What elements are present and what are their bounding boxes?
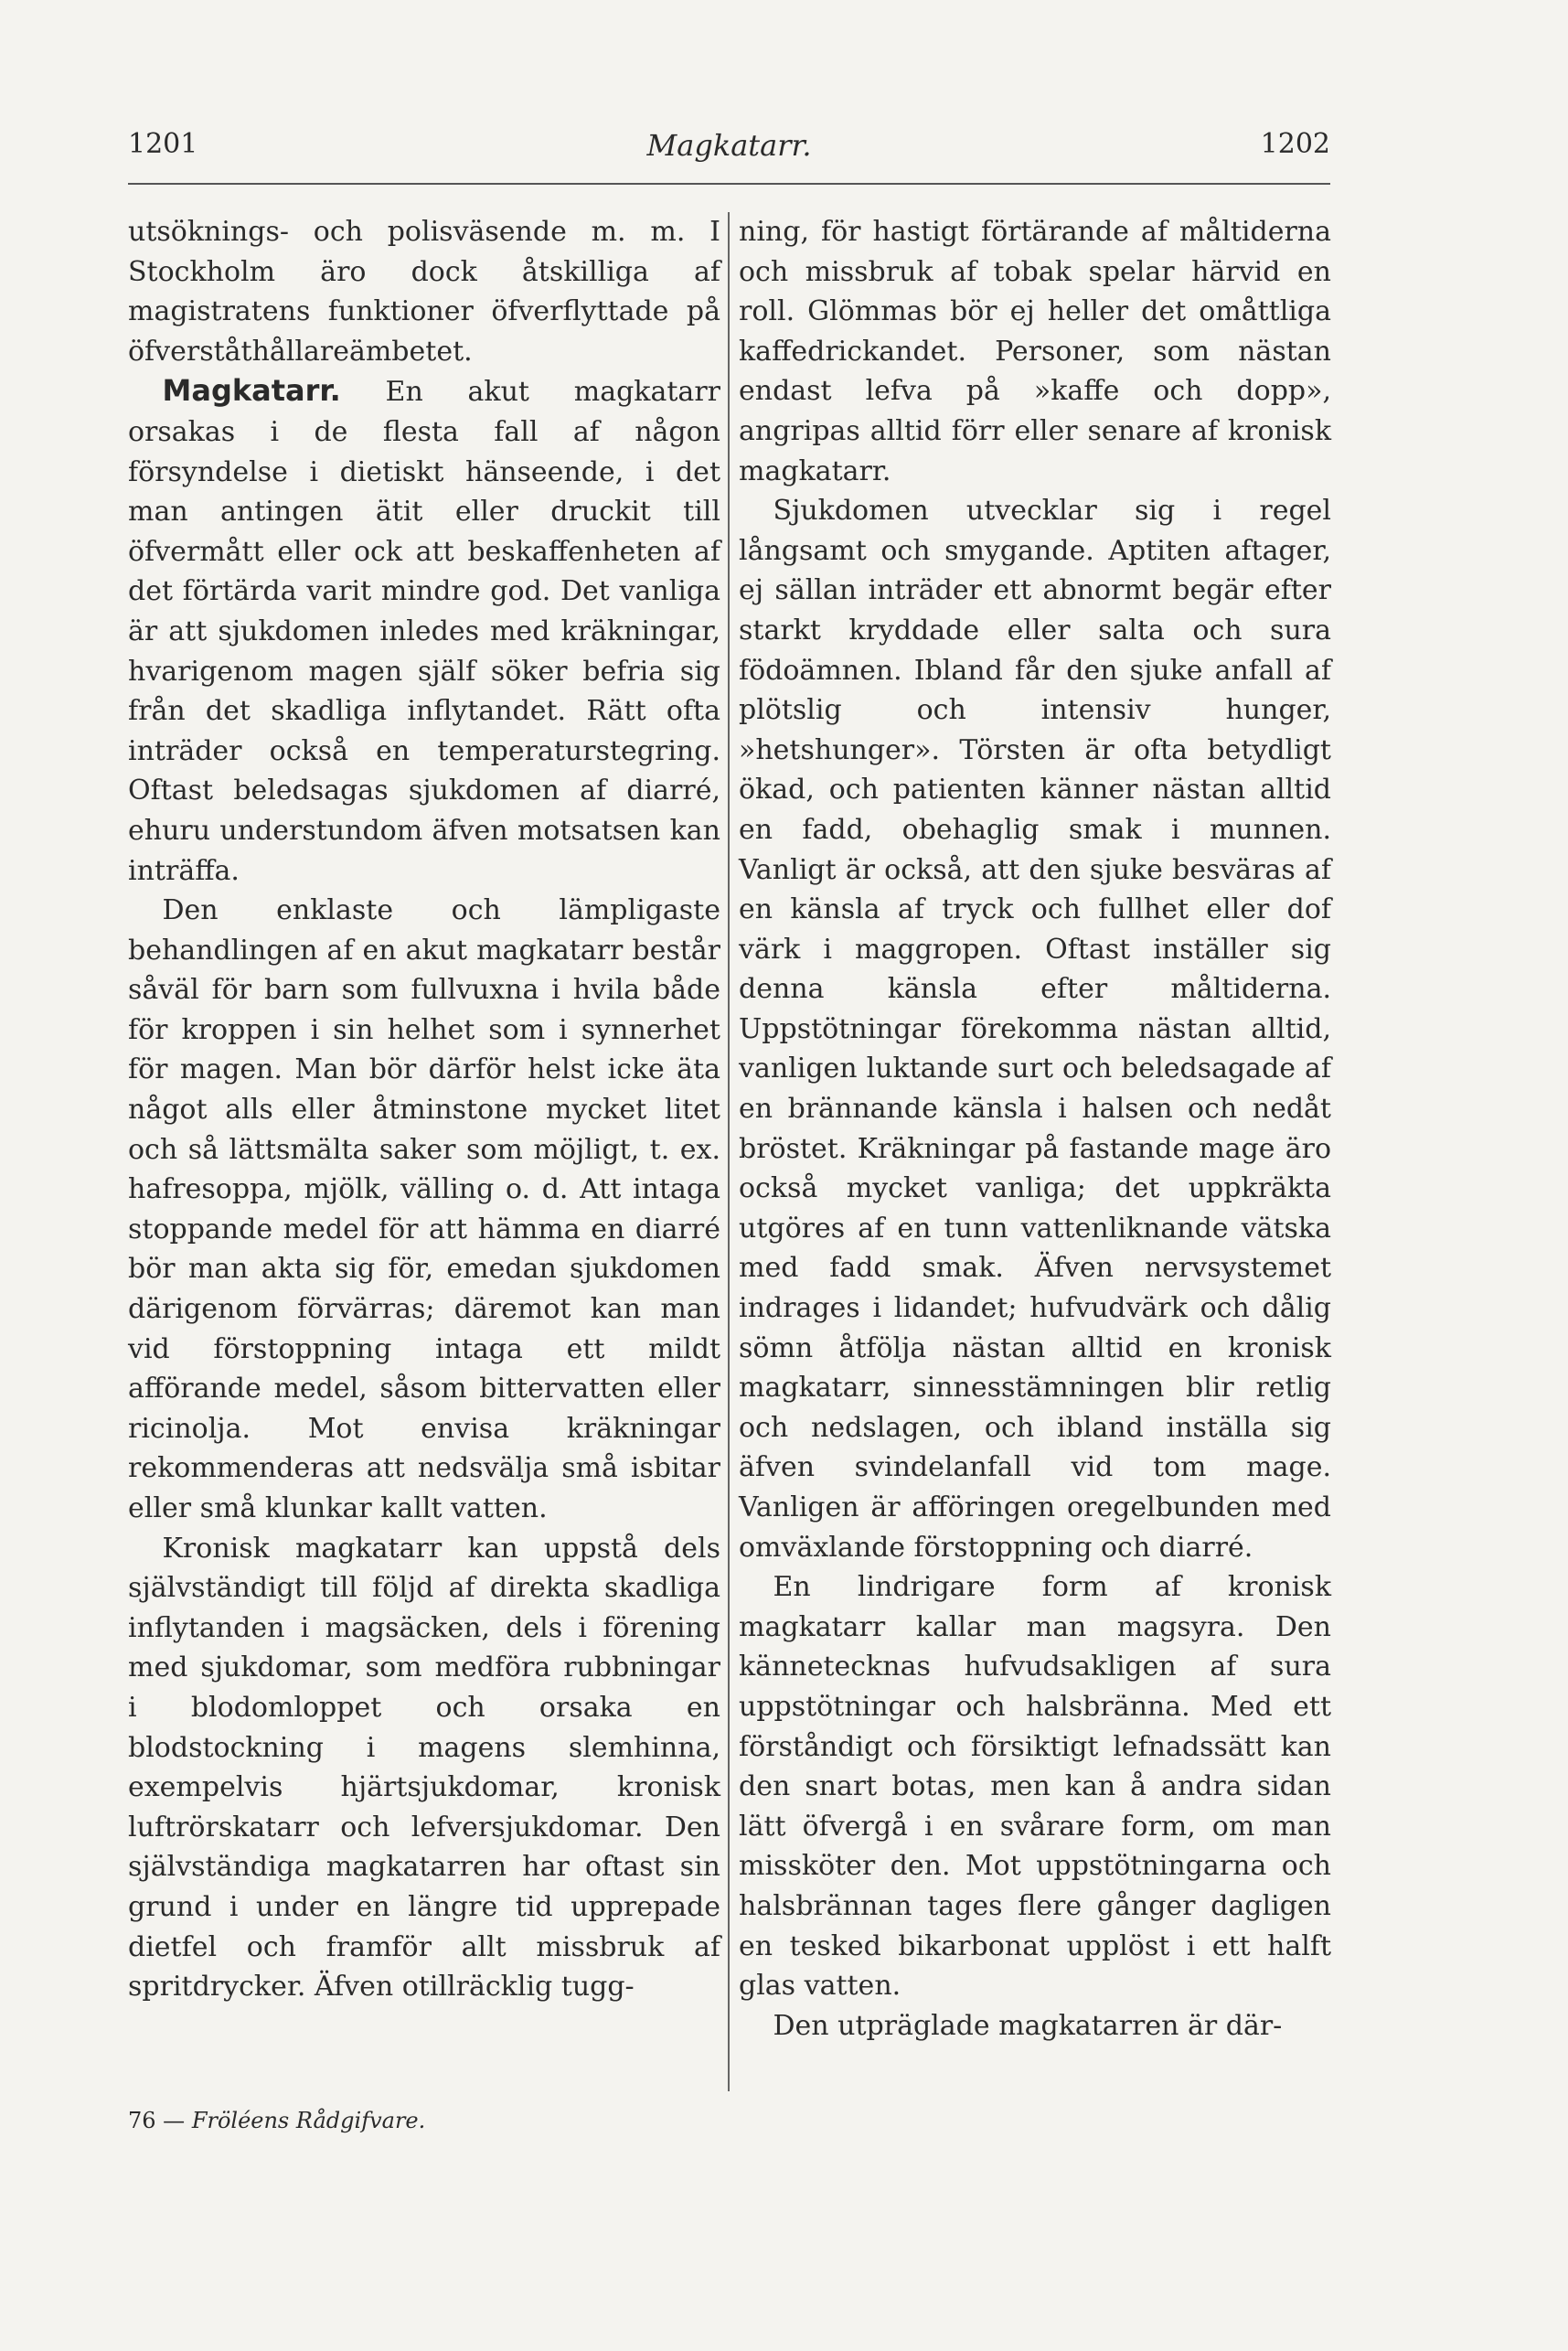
paragraph: Den utpräglade magkatarren är där- [773,2009,1283,2042]
paragraph: Sjukdomen utvecklar sig i regel långsamt och smygande. Aptiten aftager, ej sällan inträder ett abnormt begär efter starkt kryddade eller salta och sura födoämnen. Ibland får den sjuke anfall af plötslig och intensiv hunger, »hetshunger». Törsten är ofta betydligt ökad, och patienten känner nästan alltid en fadd, obehaglig smak i munnen. Vanligt är också, att den sjuke besväras af en känsla af tryck och fullhet eller dof värk i maggropen. Oftast inställer sig denna känsla efter måltiderna. Uppstötningar förekomma nästan alltid, vanligen luktande surt och beledsagade af en brännande känsla i halsen och nedåt bröstet. Kräkningar på fastande mage äro också mycket vanliga; det uppkräkta utgöres af en tunn vattenliknande vätska med fadd smak. Äfven nervsystemet indrages i lidandet; hufvudvärk och dålig sömn åtfölja nästan alltid en kronisk magkatarr, sinnesstämningen blir retlig och nedslagen, och ibland inställa sig äfven svindelanfall vid tom mage. Vanligen är afföringen oregelbunden med omväxlande förstoppning och diarré. [739,495,1331,1564]
paragraph: utsöknings- och polisväsende m. m. I Stockholm äro dock åtskilliga af magistratens funktioner öfverflyttade på öfverståthållareämbetet. [128,216,720,368]
paragraph: En lindrigare form af kronisk magkatarr kallar man magsyra. Den kännetecknas hufvudsakligen af sura uppstötningar och halsbränna. Med ett förståndigt och försiktigt lefnadssätt kan den snart botas, men kan å andra sidan lätt öfvergå i en svårare form, om man missköter den. Mot uppstötningarna och halsbrännan tages flere gånger dagligen en tesked bikarbonat upplöst i ett halft glas vatten. [739,1571,1331,2003]
paragraph: Den enklaste och lämpligaste behandlingen af en akut magkatarr består såväl för barn som fullvuxna i hvila både för kroppen i sin helhet som i synnerhet för magen. Man bör därför helst icke äta något alls eller åtminstone mycket litet och så lättsmälta saker som möjligt, t. ex. hafresoppa, mjölk, välling o. d. Att intaga stoppande medel för att hämma en diarré bör man akta sig för, emedan sjukdomen därigenom förvärras; däremot kan man vid förstoppning intaga ett mildt afförande medel, såsom bittervatten eller ricinolja. Mot envisa kräkningar rekommenderas att nedsvälja små isbitar eller små klunkar kallt vatten. [128,894,720,1524]
header-rule [128,183,1330,185]
page-number-left: 1201 [128,128,198,160]
paragraph: Kronisk magkatarr kan uppstå dels självständigt till följd af direkta skadliga inflytanden i magsäcken, dels i förening med sjukdomar, som medföra rubbningar i blodomloppet och orsaka en blodstockning i magens slemhinna, exempelvis hjärtsjukdomar, kronisk luftrörskatarr och lefversjukdomar. Den självständiga magkatarren har oftast sin grund i under en längre tid upprepade dietfel och framför allt missbruk af spritdrycker. Äfven otillräcklig tugg- [128,1532,720,2004]
page-header [128,128,1330,174]
column-divider [728,212,730,2091]
running-title: Magkatarr. [646,128,812,163]
entry-headword: Magkatarr. [162,373,341,409]
left-column [128,212,720,2007]
paragraph: ning, för hastigt förtärande af måltiderna och missbruk af tobak spelar härvid en roll. Glömmas bör ej heller det omåttliga kaffedrickandet. Personer, som nästan endast lefva på »kaffe och dopp», angripas alltid förr eller senare af kronisk magkatarr. [739,216,1331,487]
entry-text: En akut magkatarr orsakas i de flesta fall af någon försyndelse i dietiskt hänseende, i det man antingen ätit eller druckit till öfvermått eller ock att beskaffenheten af det förtärda varit mindre god. Det vanliga är att sjukdomen inledes med kräkningar, hvarigenom magen själf söker befria sig från det skadliga inflytandet. Rätt ofta inträder också en temperaturstegring. Oftast beledsagas sjukdomen af diarré, ehuru understundom äfven motsatsen kan inträffa. [128,376,720,887]
right-column [739,212,1331,2046]
book-title: Fröléens Rådgifvare. [191,2108,426,2133]
page-number-right: 1202 [1260,128,1330,160]
signature-mark: 76 — [128,2108,186,2133]
page-footer [128,2108,425,2133]
entry-paragraph [128,371,720,891]
